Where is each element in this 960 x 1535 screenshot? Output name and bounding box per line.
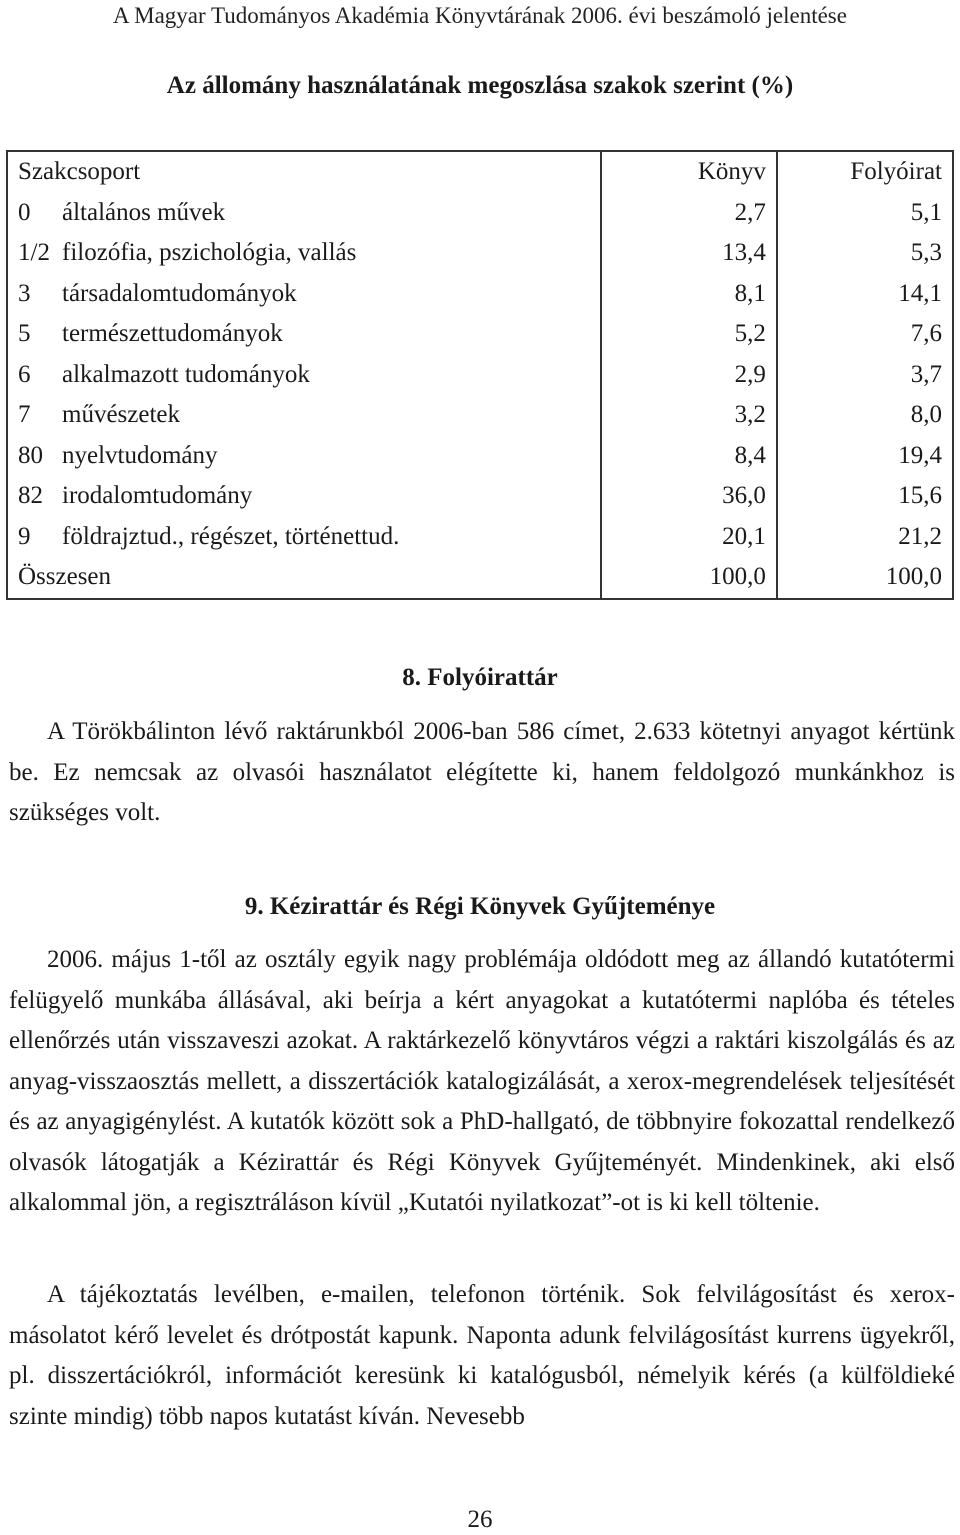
row-code: 1/2: [18, 239, 50, 267]
row-code: 0: [18, 198, 31, 226]
row-konyv-value: 3,2: [601, 395, 777, 436]
section-heading-folyoirattar: 8. Folyóirattár: [402, 664, 558, 691]
row-code: 9: [18, 522, 31, 550]
section-heading-kezirattar: 9. Kézirattár és Régi Könyvek Gyűjteménye: [244, 893, 716, 920]
table-total-row: [7, 557, 953, 599]
row-folyoirat-value: 19,4: [777, 436, 953, 477]
row-name: alkalmazott tudományok: [62, 360, 310, 388]
row-konyv-value: 5,2: [601, 314, 777, 355]
paragraph-folyoirattar: A Törökbálinton lévő raktárunkból 2006-ban 586 címet, 2.633 kötetnyi anyagot kértünk be. Ez nemcsak az olvasói használatot elégítette ki, hanem feldolgozó munkánkhoz is szükséges volt.: [9, 718, 955, 826]
row-name: nyelvtudomány: [62, 441, 218, 469]
table-row: [7, 436, 953, 477]
paragraph-kezirattar-2: A tájékoztatás levélben, e-mailen, telefonon történik. Sok felvilágosítást és xerox-másolatot kérő levelet és drótpostát kapunk. Naponta adunk felvilágosítást kurrens ügyekről, pl. disszertációkról, információt keresünk ki katalógusból, némelyik kérés (a külföldieké szinte mindig) több napos kutatást kíván. Nevesebb: [9, 1281, 955, 1430]
row-name: művészetek: [62, 401, 181, 429]
row-folyoirat-value: 21,2: [777, 517, 953, 558]
row-name: filozófia, pszichológia, vallás: [62, 239, 357, 267]
column-header-folyoirat: Folyóirat: [777, 151, 953, 193]
row-folyoirat-value: 7,6: [777, 314, 953, 355]
total-label: Összesen: [7, 557, 601, 599]
table-row: [7, 355, 953, 396]
usage-by-subject-table: [6, 150, 954, 600]
row-name: általános művek: [62, 198, 226, 226]
paragraph-kezirattar-1: 2006. május 1-től az osztály egyik nagy problémája oldódott meg az állandó kutatótermi felügyelő munkába állásával, aki beírja a kért anyagokat a kutatótermi naplóba és tételes ellenőrzés után visszaveszi azokat. A raktárkezelő könyvtáros végzi a raktári kiszolgálás és az anyag-visszaosztás mellett, a disszertációk katalogizálását, a xerox-megrendelések teljesítését és az anyagigénylést. A kutatók között sok a PhD-hallgató, de többnyire fokozattal rendelkező olvasók látogatják a Kézirattár és Régi Könyvek Gyűjteményét. Mindenkinek, aki első alkalommal jön, a regisztráláson kívül „Kutatói nyilatkozat”-ot is ki kell töltenie.: [9, 946, 955, 1216]
column-header-konyv: Könyv: [601, 151, 777, 193]
table-row: [7, 476, 953, 517]
row-name: társadalomtudományok: [62, 279, 297, 307]
row-konyv-value: 13,4: [601, 233, 777, 274]
row-code: 5: [18, 320, 31, 348]
row-konyv-value: 2,7: [601, 193, 777, 234]
row-konyv-value: 2,9: [601, 355, 777, 396]
table-row: [7, 314, 953, 355]
row-konyv-value: 8,1: [601, 274, 777, 315]
row-folyoirat-value: 5,3: [777, 233, 953, 274]
row-code: 3: [18, 279, 31, 307]
row-folyoirat-value: 14,1: [777, 274, 953, 315]
table-row: [7, 193, 953, 234]
row-code: 80: [18, 441, 43, 469]
row-code: 7: [18, 401, 31, 429]
row-folyoirat-value: 3,7: [777, 355, 953, 396]
row-name: irodalomtudomány: [62, 482, 253, 510]
row-folyoirat-value: 8,0: [777, 395, 953, 436]
row-folyoirat-value: 15,6: [777, 476, 953, 517]
table-row: [7, 274, 953, 315]
total-konyv-value: 100,0: [601, 557, 777, 599]
row-konyv-value: 20,1: [601, 517, 777, 558]
row-konyv-value: 8,4: [601, 436, 777, 477]
table-row: [7, 517, 953, 558]
row-name: földrajztud., régészet, történettud.: [62, 522, 400, 550]
table-row: [7, 233, 953, 274]
page-number: 26: [467, 1506, 493, 1533]
column-header-szakcsoport: Szakcsoport: [7, 151, 601, 193]
row-name: természettudományok: [62, 320, 283, 348]
table-title: Az állomány használatának megoszlása szakok szerint (%): [166, 72, 794, 99]
table-header-row: [7, 151, 953, 193]
row-folyoirat-value: 5,1: [777, 193, 953, 234]
table-row: [7, 395, 953, 436]
total-folyoirat-value: 100,0: [777, 557, 953, 599]
running-header: A Magyar Tudományos Akadémia Könyvtárának 2006. évi beszámoló jelentése: [113, 3, 847, 28]
row-code: 6: [18, 360, 31, 388]
row-code: 82: [18, 482, 43, 510]
row-konyv-value: 36,0: [601, 476, 777, 517]
